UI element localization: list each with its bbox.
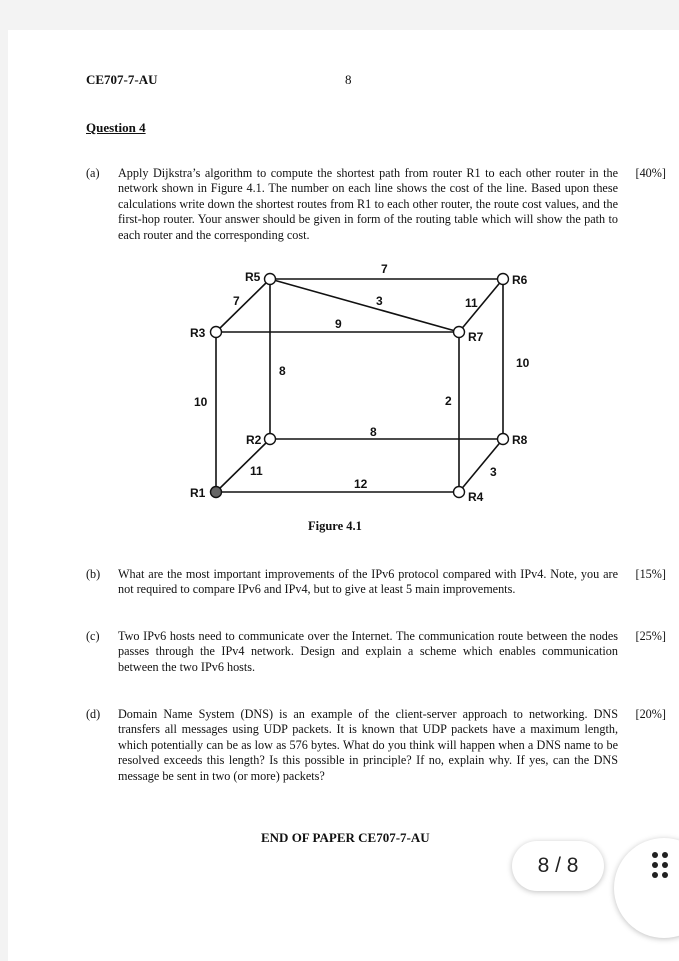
cost-r3-r1: 10 <box>194 395 208 409</box>
cost-r2-r8: 8 <box>370 425 377 439</box>
cost-r7-r4: 2 <box>445 394 452 408</box>
part-label: (a) <box>86 166 100 180</box>
node-label-r6: R6 <box>512 273 528 287</box>
node-r2 <box>265 434 276 445</box>
part-marks: [20%] <box>635 707 666 721</box>
cost-r5-r7: 3 <box>376 294 383 308</box>
grid-dots-icon <box>652 852 679 882</box>
cost-r6-r8: 10 <box>516 356 530 370</box>
part-marks: [15%] <box>635 567 666 581</box>
part-label: (b) <box>86 567 101 581</box>
node-label-r7: R7 <box>468 330 484 344</box>
cost-r1-r4: 12 <box>354 477 368 491</box>
node-label-r2: R2 <box>246 433 262 447</box>
paper-code: CE707-7-AU <box>86 72 158 87</box>
page-indicator[interactable]: 8 / 8 <box>512 841 604 891</box>
part-text: Domain Name System (DNS) is an example of the client-server approach to networking. DNS transfers all messages using UDP packets. It is known that UDP packets have a maximum length, which potentially can be as low as 576 bytes. What do you think will happen when a DNS name to be resolved exceeds this length? Is this possible in principle? If no, explain why. If yes, can the DNS message be sent in two (or more) packets? <box>118 707 618 783</box>
part-text: Two IPv6 hosts need to communicate over the Internet. The communication route between the nodes passes through the IPv4 network. Design and explain a scheme which enables communication between the two IPv6 hosts. <box>118 629 618 674</box>
node-r8 <box>498 434 509 445</box>
network-diagram <box>173 257 553 512</box>
edge-r5-r3 <box>216 279 270 332</box>
node-r6 <box>498 274 509 285</box>
cost-r8-r4: 3 <box>490 465 497 479</box>
question-title: Question 4 <box>86 120 146 135</box>
part-text: Apply Dijkstra’s algorithm to compute the shortest path from router R1 to each other router in the network shown in Figure 4.1. The number on each line shows the cost of the line. Based upon these calculations write down the shortest routes from R1 to each other router, the route cost values, and the first-hop router. Your answer should be given in form of the routing table which will show the path to each router and the corresponding cost. <box>118 166 618 242</box>
node-r7 <box>454 327 465 338</box>
end-of-paper: END OF PAPER CE707-7-AU <box>261 830 430 845</box>
part-marks: [40%] <box>635 166 666 180</box>
node-label-r4: R4 <box>468 490 484 504</box>
part-label: (d) <box>86 707 101 721</box>
edge-r5-r7 <box>270 279 459 332</box>
node-r3 <box>211 327 222 338</box>
part-marks: [25%] <box>635 629 666 643</box>
cost-r5-r6: 7 <box>381 262 388 276</box>
node-label-r8: R8 <box>512 433 528 447</box>
cost-r6-r7: 11 <box>465 296 478 310</box>
node-label-r5: R5 <box>245 270 261 284</box>
cost-r3-r7: 9 <box>335 317 342 331</box>
node-r5 <box>265 274 276 285</box>
node-label-r3: R3 <box>190 326 206 340</box>
figure-caption: Figure 4.1 <box>308 519 362 533</box>
part-label: (c) <box>86 629 100 643</box>
node-r1 <box>211 487 222 498</box>
part-text: What are the most important improvements of the IPv6 protocol compared with IPv4. Note, you are not required to compare IPv6 and IPv4, but to give at least 5 main improvements. <box>118 567 618 597</box>
document-page <box>8 30 679 961</box>
page-number: 8 <box>345 72 352 87</box>
cost-r5-r2: 8 <box>279 364 286 378</box>
cost-r5-r3: 7 <box>233 294 240 308</box>
node-label-r1: R1 <box>190 486 206 500</box>
cost-r2-r1: 11 <box>250 464 263 478</box>
node-r4 <box>454 487 465 498</box>
